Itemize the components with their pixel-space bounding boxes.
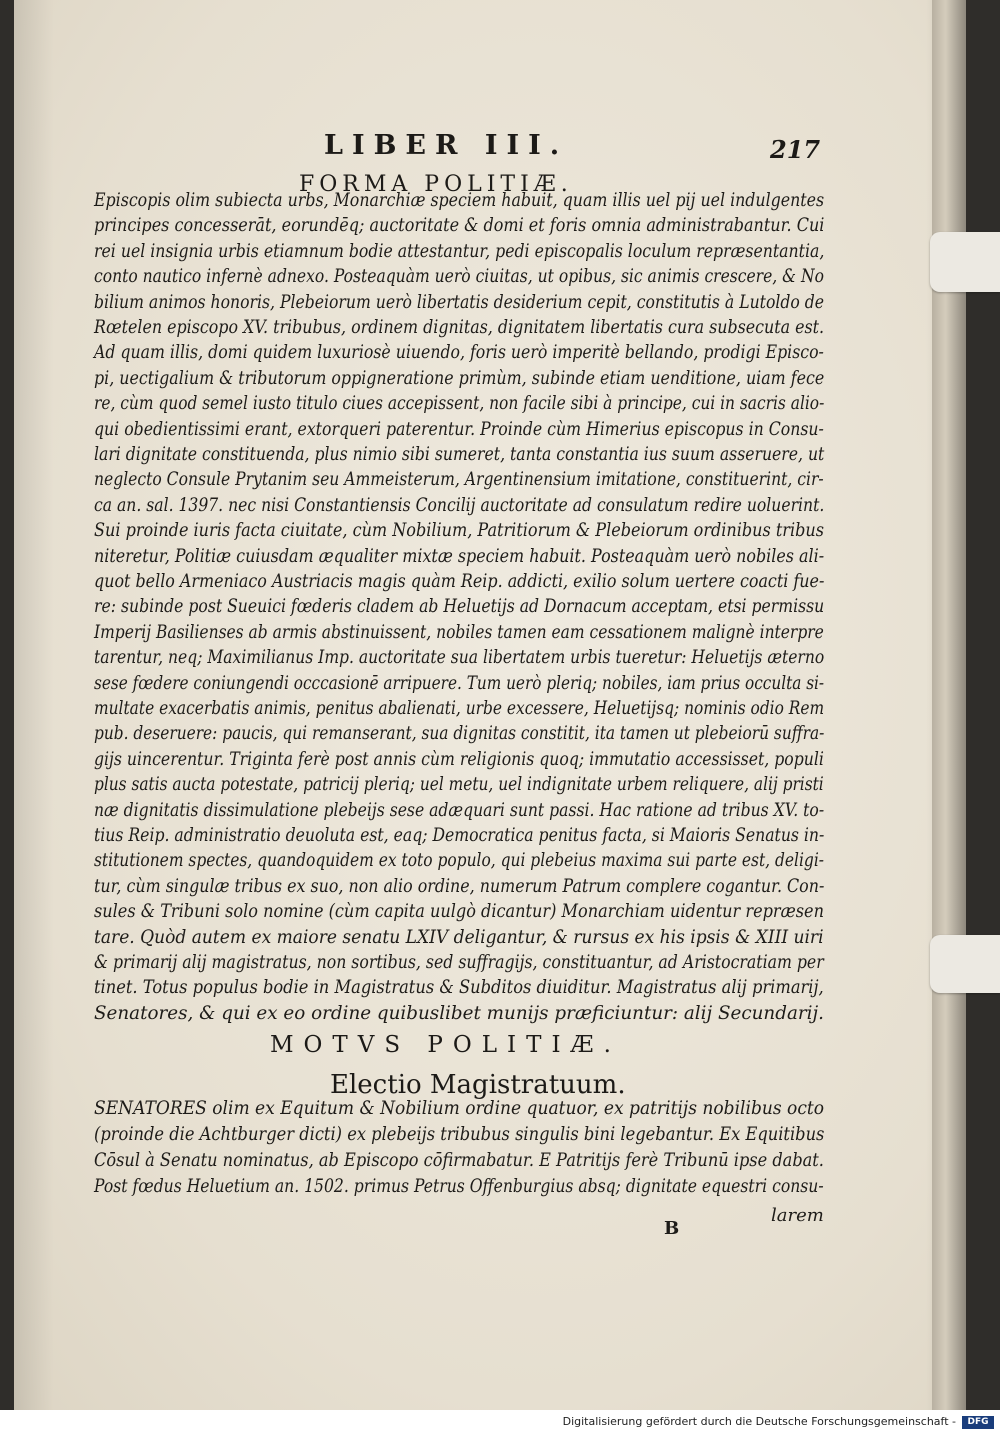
- text-line: sules & Tribuni solo nomine (cùm capita uulgò dicantur) Monarchiam uidentur repræsen: [94, 901, 824, 923]
- text-line: Senatores, & qui ex eo ordine quibuslibet munijs præficiuntur: alij Secundarij.: [94, 1002, 824, 1024]
- book-clip-lower: [930, 935, 1000, 993]
- text-line: pi, uectigalium & tributorum oppigneratione primùm, subinde etiam uenditione, uiam fece: [94, 367, 825, 389]
- text-line: stitutionem spectes, quandoquidem ex toto populo, qui plebeius maxima sui parte est, deligi-: [94, 850, 824, 872]
- text-line: tur, cùm singulæ tribus ex suo, non alio ordine, numerum Patrum complere cogantur. Con-: [94, 875, 825, 897]
- signature-mark: B: [664, 1218, 680, 1239]
- text-line: tinet. Totus populus bodie in Magistratus & Subditos diuiditur. Magistratus alij primarij,: [94, 977, 824, 999]
- text-line: SENATORES olim ex Equitum & Nobilium ordine quatuor, ex patritijs nobilibus octo: [94, 1098, 825, 1119]
- text-line: næ dignitatis dissimulatione plebeijs sese adæquari sunt passi. Hac ratione ad tribus XV. to-: [94, 799, 825, 821]
- book-clip: [930, 232, 1000, 292]
- text-line: Ad quam illis, domi quidem luxuriosè uiuendo, foris uerò imperitè bellando, prodigi Episco-: [94, 342, 824, 364]
- text-line: rei uel insignia urbis etiamnum bodie attestantur, pedi episcopalis loculum repræsentantia,: [94, 240, 825, 262]
- digitization-footer: [0, 1410, 1000, 1435]
- running-head: LIBER III.: [324, 130, 569, 161]
- text-line: ca an. sal. 1397. nec nisi Constantiensis Concilij auctoritate ad consulatum redire uoluerint.: [94, 494, 825, 516]
- text-line: principes concesserāt, eorundēq; auctoritate & domi et foris omnia administrabantur. Cui: [94, 215, 825, 237]
- dfg-logo: DFG: [962, 1416, 994, 1429]
- text-line: re, cùm quod semel iusto titulo ciues accepissent, non facile sibi à principe, cui in sacris alio-: [94, 393, 825, 415]
- text-line: lari dignitate constituenda, plus nimio sibi sumeret, tanta constantia ius suum asseruere, ut: [94, 444, 825, 465]
- footer-credit: Digitalisierung gefördert durch die Deutsche Forschungsgemeinschaft -: [562, 1415, 956, 1428]
- text-line: (proinde die Achtburger dicti) ex plebeijs tribubus singulis bini legebantur. Ex Equitibus: [94, 1124, 825, 1145]
- text-line: conto nautico infernè adnexo. Posteaquàm uerò ciuitas, ut opibus, sic animis crescere, & No: [94, 266, 824, 288]
- electio-heading: Electio Magistratuum.: [330, 1070, 626, 1100]
- catchword: larem: [771, 1205, 824, 1226]
- text-line: sese fœdere coniungendi occcasionē arripuere. Tum uerò pleriq; nobiles, iam prius occulta si-: [94, 672, 825, 694]
- text-line: bilium animos honoris, Plebeiorum uerò libertatis desiderium cepit, constitutis à Lutoldo de: [94, 291, 825, 313]
- text-line: quot bello Armeniaco Austriacis magis quàm Reip. addicti, exilio solum uertere coacti fue-: [94, 571, 825, 592]
- book-page: [14, 0, 966, 1410]
- page-edge: [932, 0, 966, 1410]
- text-line: plus satis aucta potestate, patricij pleriq; uel metu, uel indignitate urbem reliquere, alij pristi: [94, 774, 824, 796]
- text-line: tarentur, neq; Maximilianus Imp. auctoritate sua libertatem urbis tueretur: Heluetijs æterno: [94, 647, 825, 669]
- text-line: Post fœdus Heluetium an. 1502. primus Petrus Offenburgius absq; dignitate equestri consu-: [94, 1176, 824, 1197]
- text-line: tare. Quòd autem ex maiore senatu LXIV deligantur, & rursus ex his ipsis & XIII uiri: [94, 926, 824, 948]
- text-line: Rœtelen episcopo XV. tribubus, ordinem dignitas, dignitatem libertatis cura subsecuta est.: [94, 317, 825, 338]
- text-line: niteretur, Politiæ cuiusdam æqualiter mixtæ speciem habuit. Posteaquàm uerò nobiles ali-: [94, 545, 825, 567]
- text-line: pub. deseruere: paucis, qui remanserant, sua dignitas constitit, ita tamen ut plebeiorū suffra-: [94, 723, 825, 745]
- text-line: Sui proinde iuris facta ciuitate, cùm Nobilium, Patritiorum & Plebeiorum ordinibus tribus: [94, 520, 824, 542]
- text-line: Imperij Basilienses ab armis abstinuissent, nobiles tamen eam cessationem malignè interpre: [94, 621, 824, 643]
- text-line: multate exacerbatis animis, penitus abalienati, urbe excessere, Heluetijsq; nominis odio Rem: [94, 698, 825, 719]
- text-line: & primarij alij magistratus, non sortibus, sed suffragijs, constituantur, ad Aristocratiam per: [94, 952, 824, 973]
- text-line: Episcopis olim subiecta urbs, Monarchiæ speciem habuit, quam illis uel pij uel indulgentes: [94, 190, 825, 211]
- text-line: tius Reip. administratio deuoluta est, eaq; Democratica penitus facta, si Maioris Senatus in-: [94, 825, 825, 846]
- text-line: neglecto Consule Prytanim seu Ammeisterum, Argentinensium imitatione, constituerint, cir-: [94, 469, 824, 491]
- page-number: 217: [770, 135, 821, 164]
- text-line: gijs uincerentur. Triginta ferè post annis cùm religionis quoq; immutatio accessisset, populi: [94, 748, 824, 770]
- text-line: qui obedientissimi erant, extorqueri paterentur. Proinde cùm Himerius episcopus in Consu-: [94, 418, 824, 440]
- text-line: re: subinde post Sueuici fœderis cladem ab Heluetijs ad Dornacum acceptam, etsi permissu: [94, 596, 825, 618]
- motus-heading: MOTVS POLITIÆ.: [270, 1032, 621, 1058]
- section-title: FORMA POLITIÆ.: [299, 172, 573, 197]
- text-line: Cōsul à Senatu nominatus, ab Episcopo cōfirmabatur. E Patritijs ferè Tribunū ipse dabat.: [94, 1150, 824, 1171]
